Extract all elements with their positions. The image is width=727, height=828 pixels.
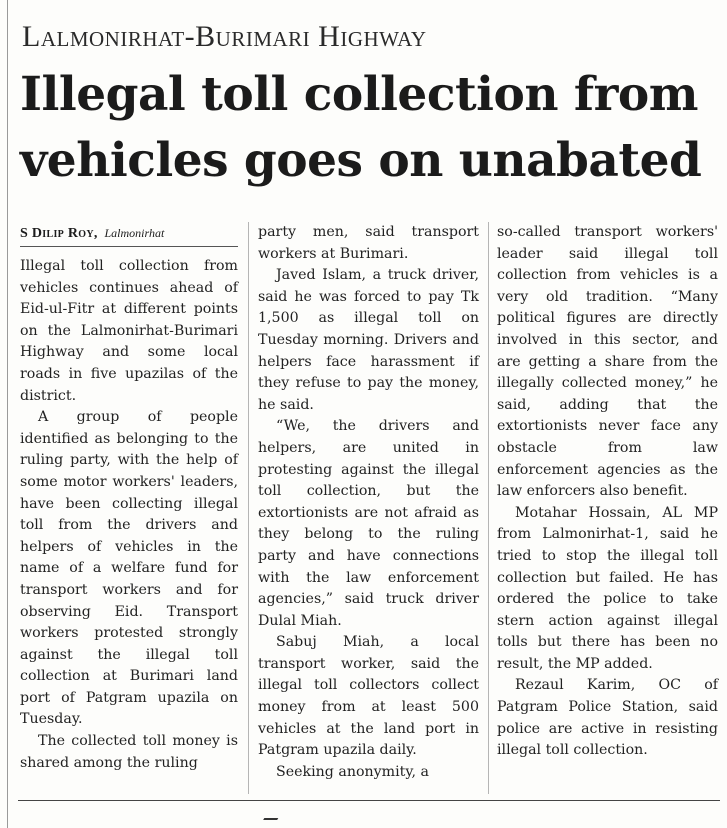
headline: Illegal toll collection from vehicles goes on unabated xyxy=(20,67,702,188)
byline-author: S Dilip Roy, xyxy=(20,226,98,241)
paragraph: “We, the drivers and helpers, are united in protesting against the illegal toll collection, but the extortionists are not afraid as they belong to the ruling party and have connections with the law enforcement agencies,” said truck driver Dulal Miah. xyxy=(258,418,479,629)
byline xyxy=(20,226,238,247)
column-2 xyxy=(258,222,479,783)
column-3 xyxy=(497,222,718,762)
paragraph: Sabuj Miah, a local transport worker, said the illegal toll collectors collect money from at least 500 vehicles at the land port in Patgram upazila daily. xyxy=(258,634,479,759)
paragraph: Javed Islam, a truck driver, said he was forced to pay Tk 1,500 as illegal toll on Tuesday morning. Drivers and helpers face harassment if they refuse to pay the money, he said. xyxy=(258,267,479,413)
bottom-rule xyxy=(18,800,720,801)
paragraph: A group of people identified as belonging to the ruling party, with the help of some motor workers' leaders, have been collecting illegal toll from the drivers and helpers of vehicles in the name of a welfare fund for transport workers and for observing Eid. Transport workers protested strongly against the illegal toll collection at Burimari land port of Patgram upazila on Tuesday. xyxy=(20,409,238,728)
arrow-mark-icon xyxy=(260,818,279,826)
paragraph: Illegal toll collection from vehicles continues ahead of Eid-ul-Fitr at different points on the Lalmonirhat-Burimari Highway and some local roads in five upazilas of the district. xyxy=(20,258,238,404)
page-edge-rule xyxy=(7,0,8,828)
paragraph: so-called transport workers' leader said illegal toll collection from vehicles is a very old tradition. “Many political figures are directly involved in this sector, and are getting a share from the illegally collected money,” he said, adding that the extortionists never face any obstacle from law enforcement agencies as the law enforcers also benefit. xyxy=(497,224,718,500)
paragraph: Seeking anonymity, a xyxy=(276,763,429,780)
column-1 xyxy=(20,256,238,774)
kicker: Lalmonirhat-Burimari Highway xyxy=(22,20,427,53)
column-divider xyxy=(488,222,489,794)
paragraph: The collected toll money is shared among the ruling xyxy=(20,733,238,771)
column-divider xyxy=(248,222,249,794)
paragraph: party men, said transport workers at Burimari. xyxy=(258,224,479,262)
byline-location: Lalmonirhat xyxy=(104,226,165,240)
paragraph: Motahar Hossain, AL MP from Lalmonirhat-1, said he tried to stop the illegal toll collection but failed. He has ordered the police to take stern action against illegal tolls but there has been no result, the MP added. xyxy=(497,504,718,672)
paragraph: Rezaul Karim, OC of Patgram Police Station, said police are active in resisting illegal toll collection. xyxy=(497,677,718,759)
